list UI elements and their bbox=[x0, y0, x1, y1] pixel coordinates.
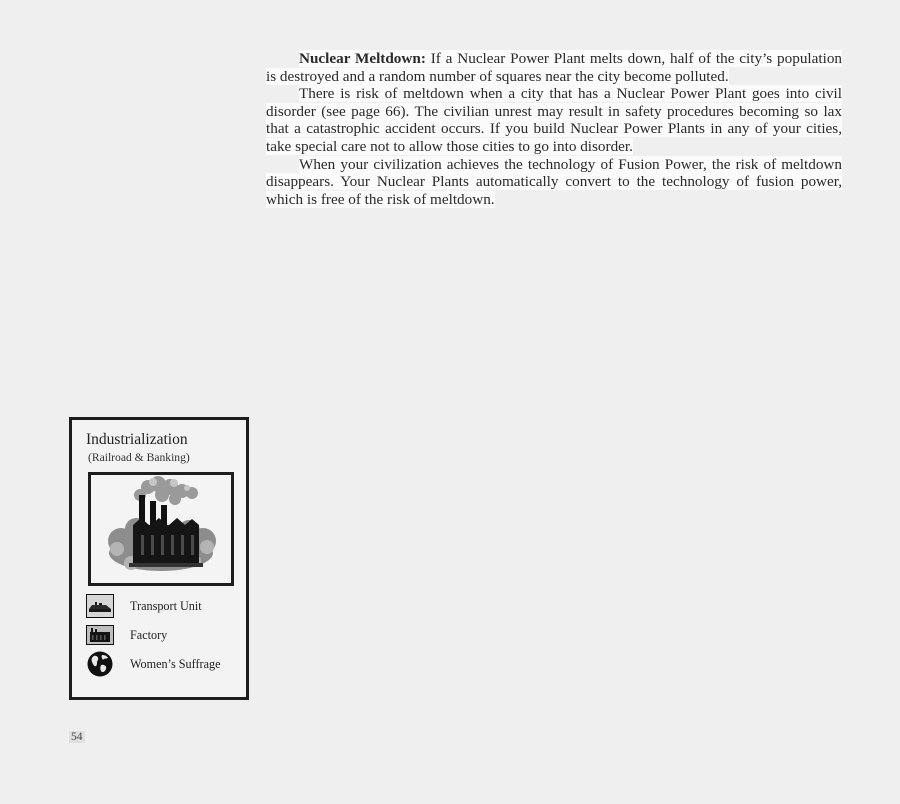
card-title: Industrialization bbox=[86, 431, 188, 448]
card-subtitle: (Railroad & Banking) bbox=[88, 451, 190, 464]
item-label-womens-suffrage: Women’s Suffrage bbox=[130, 656, 221, 671]
factory-smokestacks-icon bbox=[91, 475, 231, 583]
item-label-factory: Factory bbox=[130, 627, 168, 642]
body-text bbox=[266, 50, 842, 208]
transport-ship-icon bbox=[86, 594, 114, 618]
paragraph-1-text: If a Nuclear Power Plant melts down, half of the city’s population is destroyed and a random number of squares near the city become polluted. bbox=[266, 50, 843, 85]
nuclear-meltdown-heading: Nuclear Meltdown: bbox=[299, 50, 426, 67]
paragraph-nuclear-meltdown bbox=[266, 50, 842, 85]
item-factory bbox=[86, 621, 167, 649]
globe-icon bbox=[86, 652, 114, 676]
item-transport-unit bbox=[86, 592, 202, 620]
item-label-transport-unit: Transport Unit bbox=[130, 598, 202, 613]
paragraph-fusion-power: When your civilization achieves the technology of Fusion Power, the risk of meltdown disappears. Your Nuclear Plants automatically convert to the technology of fusion power, which is free of the risk of meltdown. bbox=[266, 155, 842, 208]
factory-illustration bbox=[88, 472, 234, 586]
page-number: 54 bbox=[71, 731, 83, 743]
paragraph-meltdown-risk: There is risk of meltdown when a city that has a Nuclear Power Plant goes into civil disorder (see page 66). The civilian unrest may result in safety procedures becoming so lax that a catastrophic accident occurs. If you build Nuclear Power Plants in any of your cities, take special care not to allow those cities to go into disorder. bbox=[266, 85, 842, 155]
industrialization-card bbox=[69, 417, 249, 700]
item-womens-suffrage bbox=[86, 650, 221, 678]
factory-icon bbox=[86, 623, 114, 647]
